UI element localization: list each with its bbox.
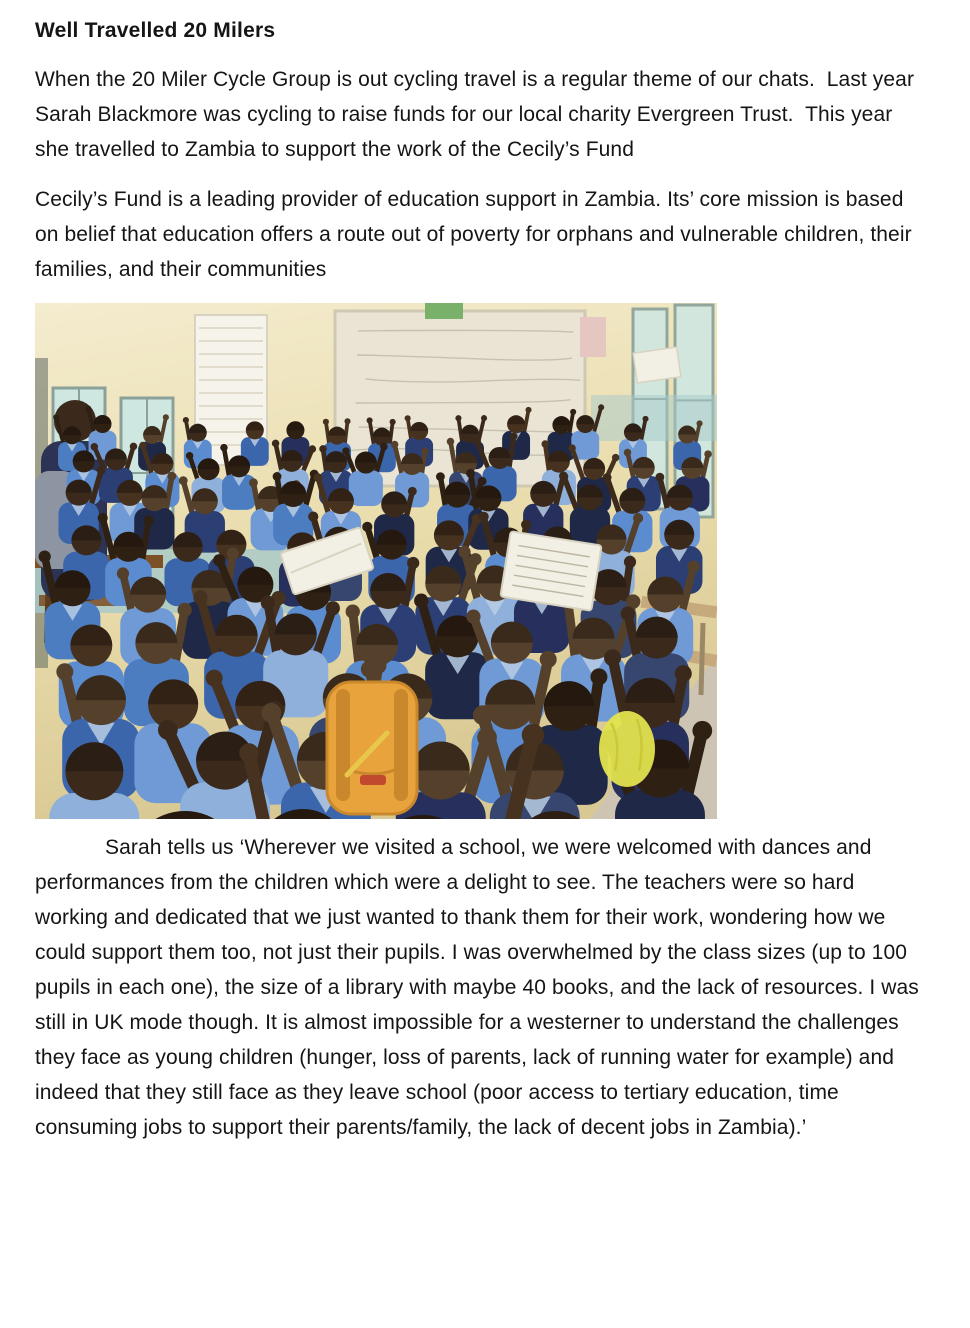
page-title: Well Travelled 20 Milers — [35, 19, 276, 42]
classroom-photo — [35, 303, 717, 819]
classroom-photo-svg — [35, 303, 717, 819]
paragraph-about-fund: Cecily’s Fund is a leading provider of education support in Zambia. Its’ core mission is based on belief that education offers a route out of poverty for orphans and vulnerable children, their families, and their communities — [35, 188, 918, 281]
paragraph-sarah-quote: Sarah tells us ‘Wherever we visited a school, we were welcomed with dances and performances from the children which were a delight to see. The teachers were so hard working and dedicated that we just wanted to thank them for their work, wondering how we could support them too, not just their pupils. I was overwhelmed by the class sizes (up to 100 pupils in each one), the size of a library with maybe 40 books, and the lack of resources. I was still in UK mode though. It is almost impossible for a westerner to understand the challenges they face as young children (hunger, loss of parents, lack of running water for example) and indeed that they still face as they leave school (poor access to tertiary education, time consuming jobs to support their parents/family, the lack of decent jobs in Zambia).’ — [35, 836, 925, 1139]
paragraph-intro: When the 20 Miler Cycle Group is out cycling travel is a regular theme of our chats. Last year Sarah Blackmore was cycling to raise funds for our local charity Evergreen Trust. This year she travelled to Zambia to support the work of the Cecily’s Fund — [35, 68, 920, 161]
